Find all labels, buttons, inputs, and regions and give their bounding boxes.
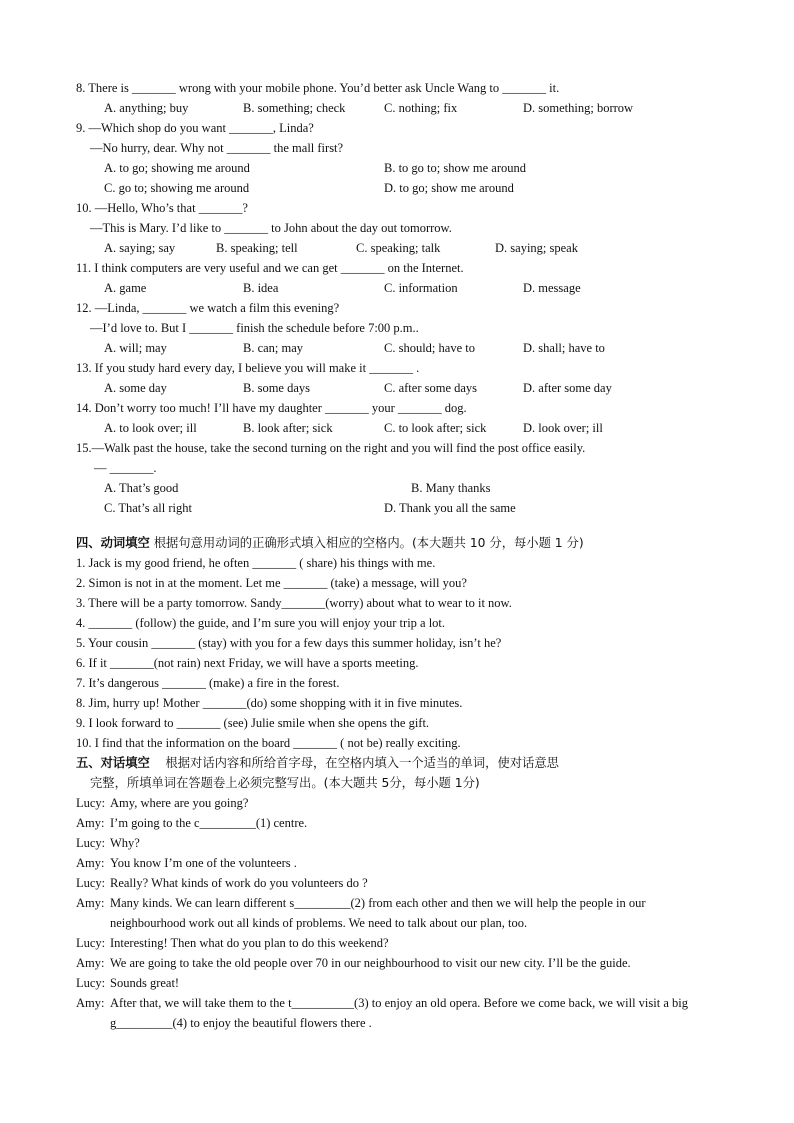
option-d: D. Thank you all the same xyxy=(384,501,516,515)
verb-item: 10. I find that the information on the board _______ ( not be) really exciting. xyxy=(76,736,461,750)
speaker: Lucy: xyxy=(76,796,106,810)
question-13: 13. If you study hard every day, I believe you will make it _______ . xyxy=(76,361,420,375)
question-8: 8. There is _______ wrong with your mobile phone. You’d better ask Uncle Wang to _______ it. xyxy=(76,81,560,95)
verb-item: 1. Jack is my good friend, he often _______ ( share) his things with me. xyxy=(76,556,436,570)
options-13 xyxy=(76,378,724,398)
utterance: Why? xyxy=(110,836,140,850)
question-9: 9. —Which shop do you want _______, Linda? xyxy=(76,121,314,135)
option-d: D. shall; have to xyxy=(523,341,605,355)
option-d: D. to go; show me around xyxy=(384,181,514,195)
speaker: Lucy: xyxy=(76,976,106,990)
option-b: B. look after; sick xyxy=(243,421,333,435)
dialog-line xyxy=(76,793,724,813)
section-4-instructions: 根据句意用动词的正确形式填入相应的空格内。(本大题共 10 分，每小题 1 分) xyxy=(149,536,584,550)
option-b: B. idea xyxy=(243,281,279,295)
section-5-instructions: 根据对话内容和所给首字母，在空格内填入一个适当的单词，使对话意思 xyxy=(149,756,559,770)
utterance: Really? What kinds of work do you volunteers do ? xyxy=(110,876,368,890)
options-14 xyxy=(76,418,724,438)
question-9-reply: —No hurry, dear. Why not _______ the mall first? xyxy=(90,141,344,155)
dialog-line xyxy=(76,893,724,933)
section-4-title: 四、动词填空 xyxy=(76,536,150,550)
speaker: Lucy: xyxy=(76,836,106,850)
option-a: A. game xyxy=(104,281,147,295)
option-a: A. saying; say xyxy=(104,241,176,255)
option-a: A. will; may xyxy=(104,341,167,355)
question-11: 11. I think computers are very useful and we can get _______ on the Internet. xyxy=(76,261,464,275)
option-d: D. look over; ill xyxy=(523,421,603,435)
question-15: 15.—Walk past the house, take the second turning on the right and you will find the post office easily. xyxy=(76,441,586,455)
verb-item: 6. If it _______(not rain) next Friday, we will have a sports meeting. xyxy=(76,656,419,670)
option-b: B. speaking; tell xyxy=(216,241,298,255)
options-12 xyxy=(76,338,724,358)
option-a: A. some day xyxy=(104,381,167,395)
option-b: B. can; may xyxy=(243,341,304,355)
section-4-heading xyxy=(76,533,724,553)
section-5-heading xyxy=(76,753,724,773)
option-b: B. something; check xyxy=(243,101,346,115)
dialog-line xyxy=(76,813,724,833)
dialog-line xyxy=(76,853,724,873)
speaker: Amy: xyxy=(76,956,105,970)
speaker: Lucy: xyxy=(76,876,106,890)
dialog-line xyxy=(76,973,724,993)
utterance: I’m going to the c_________(1) centre. xyxy=(110,816,308,830)
verb-item: 5. Your cousin _______ (stay) with you for a few days this summer holiday, isn’t he? xyxy=(76,636,502,650)
option-c: C. information xyxy=(384,281,458,295)
dialog-line xyxy=(76,873,724,893)
question-12-reply: —I’d love to. But I _______ finish the schedule before 7:00 p.m.. xyxy=(90,321,419,335)
utterance: Many kinds. We can learn different s_________(2) from each other and then we will help the people in our neighbourhood work out all kinds of problems. We need to talk about our plan, too. xyxy=(110,896,646,930)
option-c: C. should; have to xyxy=(384,341,475,355)
exam-page xyxy=(76,78,724,1033)
option-b: B. some days xyxy=(243,381,311,395)
options-11 xyxy=(76,278,724,298)
utterance: You know I’m one of the volunteers . xyxy=(110,856,297,870)
question-15-reply: — _______. xyxy=(94,461,157,475)
option-c: C. go to; showing me around xyxy=(104,181,250,195)
option-a: A. to go; showing me around xyxy=(104,161,250,175)
option-c: C. nothing; fix xyxy=(384,101,458,115)
speaker: Amy: xyxy=(76,996,105,1010)
question-10-reply: —This is Mary. I’d like to _______ to John about the day out tomorrow. xyxy=(90,221,452,235)
verb-item: 9. I look forward to _______ (see) Julie smile when she opens the gift. xyxy=(76,716,430,730)
options-9b xyxy=(76,178,724,198)
utterance: After that, we will take them to the t__________(3) to enjoy an old opera. Before we come back, we will visit a big g_________(4) to enjoy the beautiful flowers there . xyxy=(110,996,688,1030)
option-d: D. something; borrow xyxy=(523,101,634,115)
dialog-line xyxy=(76,993,724,1033)
verb-item: 4. _______ (follow) the guide, and I’m sure you will enjoy your trip a lot. xyxy=(76,616,446,630)
speaker: Amy: xyxy=(76,856,105,870)
utterance: Amy, where are you going? xyxy=(110,796,249,810)
option-c: C. to look after; sick xyxy=(384,421,487,435)
verb-item: 7. It’s dangerous _______ (make) a fire in the forest. xyxy=(76,676,340,690)
utterance: We are going to take the old people over 70 in our neighbourhood to visit our new city. I’ll be the guide. xyxy=(110,956,631,970)
options-8 xyxy=(76,98,724,118)
question-12: 12. —Linda, _______ we watch a film this evening? xyxy=(76,301,340,315)
option-c: C. speaking; talk xyxy=(356,241,441,255)
option-c: C. after some days xyxy=(384,381,478,395)
dialog-line xyxy=(76,953,724,973)
dialog-line xyxy=(76,833,724,853)
speaker: Amy: xyxy=(76,816,105,830)
section-5-instructions-cont: 完整，所填单词在答题卷上必须完整写出。(本大题共 5分，每小题 1分) xyxy=(90,776,480,790)
options-15a xyxy=(76,478,724,498)
section-5-title: 五、对话填空 xyxy=(76,756,150,770)
verb-item: 8. Jim, hurry up! Mother _______(do) some shopping with it in five minutes. xyxy=(76,696,463,710)
option-a: A. That’s good xyxy=(104,481,179,495)
option-d: D. message xyxy=(523,281,581,295)
option-a: A. anything; buy xyxy=(104,101,189,115)
utterance: Sounds great! xyxy=(110,976,180,990)
option-b: B. to go to; show me around xyxy=(384,161,527,175)
option-d: D. saying; speak xyxy=(495,241,578,255)
option-d: D. after some day xyxy=(523,381,612,395)
options-9a xyxy=(76,158,724,178)
speaker: Amy: xyxy=(76,896,105,910)
options-15b xyxy=(76,498,724,518)
options-10 xyxy=(76,238,724,258)
option-a: A. to look over; ill xyxy=(104,421,197,435)
speaker: Lucy: xyxy=(76,936,106,950)
option-b: B. Many thanks xyxy=(411,481,491,495)
question-14: 14. Don’t worry too much! I’ll have my daughter _______ your _______ dog. xyxy=(76,401,467,415)
utterance: Interesting! Then what do you plan to do this weekend? xyxy=(110,936,389,950)
dialog-line xyxy=(76,933,724,953)
verb-item: 2. Simon is not in at the moment. Let me _______ (take) a message, will you? xyxy=(76,576,467,590)
verb-item: 3. There will be a party tomorrow. Sandy_______(worry) about what to wear to it now. xyxy=(76,596,512,610)
question-10: 10. —Hello, Who’s that _______? xyxy=(76,201,248,215)
option-c: C. That’s all right xyxy=(104,501,192,515)
